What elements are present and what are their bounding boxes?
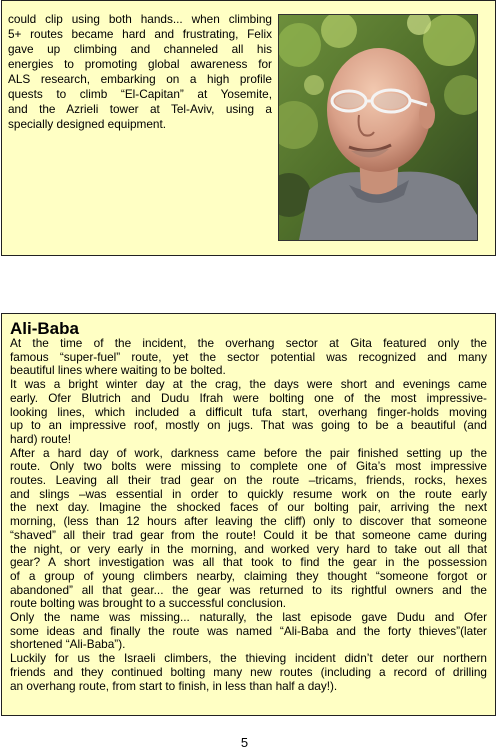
intro-line: gave up climbing and channeled all his: [8, 42, 272, 56]
article-line: hard) route!: [10, 431, 71, 446]
article-line: It was a bright winter day at the crag, the days were short and evenings came: [10, 377, 487, 392]
article-line: some ideas and finally the route was named “Ali-Baba and the forty thieves”(later: [10, 623, 487, 638]
intro-line: and the Azrieli tower at Tel-Aviv, using a: [8, 102, 272, 116]
article-line: At the time of the incident, the overhang sector at Gita featured only the: [10, 336, 487, 350]
article-line: famous “super-fuel” route, yet the sector potential was recognized and many: [10, 349, 487, 364]
article-line: morning, (less than 12 hours after leaving the cliff) only to discover that someone: [10, 514, 487, 529]
portrait-illustration: [279, 15, 477, 240]
article-line: looking lines, which included a difficult tufa start, overhang finger-holds moving: [10, 404, 487, 419]
intro-line: energies to promoting global awareness for: [8, 57, 272, 71]
article-line: early. Ofer Blutrich and Dudu Ifrah were bolting one of the most impressive-: [10, 390, 487, 405]
intro-box: [1, 0, 496, 256]
article-line: shortened “Ali-Baba”).: [10, 637, 126, 652]
intro-line: could clip using both hands... when climbing: [8, 12, 272, 26]
article-line: of a group of young climbers nearby, claiming they thought “someone forgot or: [10, 568, 487, 583]
intro-line: 5+ routes became hard and frustrating, Felix: [8, 27, 272, 41]
intro-line: ALS research, embarking on a high profile: [8, 72, 272, 86]
article-body: [10, 337, 487, 693]
intro-line: specially designed equipment.: [8, 117, 167, 131]
article-heading: Ali-Baba: [10, 319, 79, 338]
article-line: an overhang route, from start to finish, in less than half a day!).: [10, 678, 338, 693]
portrait-photo: [278, 14, 478, 241]
article-line: and slings –was essential in order to quickly resume work on the route early: [10, 486, 487, 501]
page-number: 5: [240, 735, 249, 750]
article-line: beautiful lines where waiting to be bolted.: [10, 363, 226, 378]
article-line: route. Only two bolts were missing to complete one of Gita’s most impressive: [10, 459, 487, 474]
intro-line: quests to climb “El-Capitan” at Yosemite,: [8, 87, 272, 101]
ali-baba-article-box: [1, 313, 496, 716]
article-line: routes. Leaving all their trad gear on the route –tricams, friends, rocks, hexes: [10, 473, 487, 488]
article-line: abandoned” all that gear... the gear was returned to its rightful owners and the: [10, 582, 487, 597]
article-line: gear? A short investigation was all that took to find the gear in the possession: [10, 555, 487, 570]
article-line: the night, or very early in the morning, and worked very hard to take out all that: [10, 541, 487, 556]
article-line: After a hard day of work, darkness came before the pair finished setting up the: [10, 445, 487, 460]
intro-text: [8, 12, 272, 132]
article-line: route bolting was brought to a successful conclusion.: [10, 596, 287, 611]
article-line: the next day. Imagine the shocked faces of our bolting pair, arriving the next: [10, 500, 487, 515]
article-line: up to an impressive roof, mostly on jugs. That was going to be a beautiful (and: [10, 418, 487, 433]
article-line: friends and they continued bolting many new routes (including a record of drilling: [10, 664, 487, 679]
article-line: “shaved” all their trad gear from the route! Could it be that someone came during: [10, 527, 487, 542]
article-line: Only the name was missing... naturally, the last episode gave Dudu and Ofer: [10, 610, 487, 625]
article-line: Luckily for us the Israeli climbers, the thieving incident didn’t deter our northern: [10, 651, 487, 666]
